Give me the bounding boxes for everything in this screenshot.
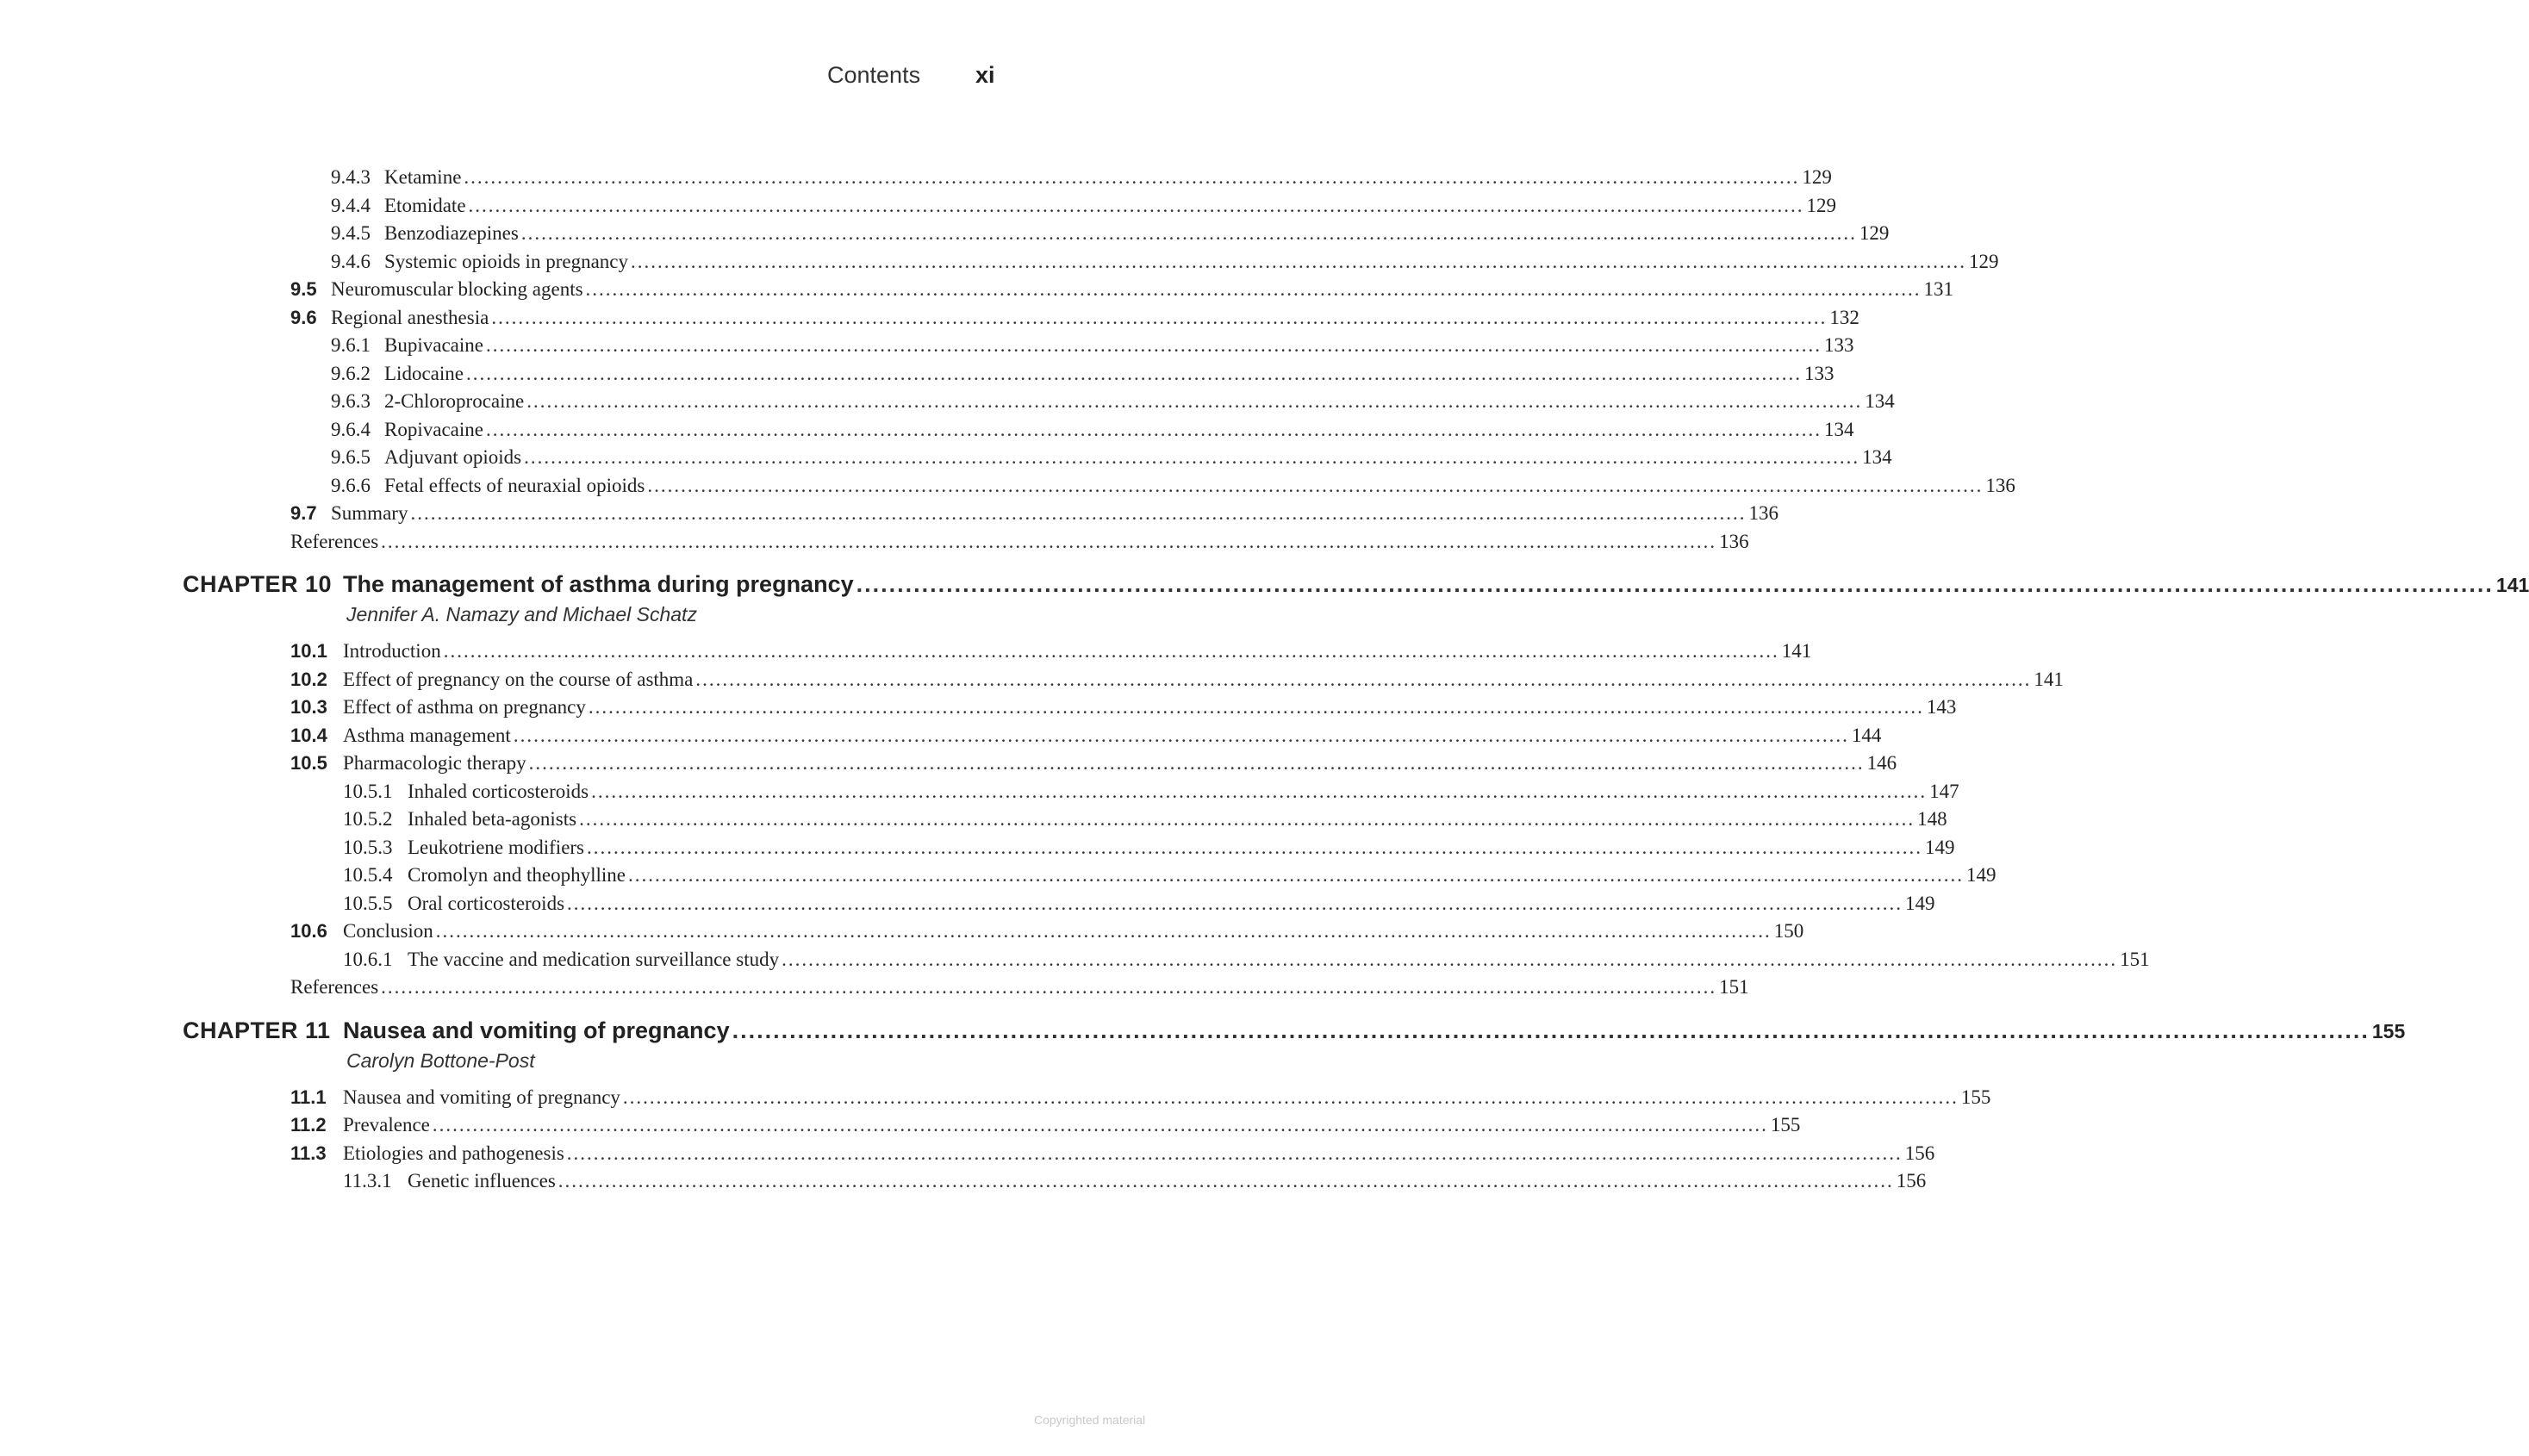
toc-entry-number: 10.5.3	[343, 836, 393, 858]
dot-leader: ........................................................................................................................................................................................................	[435, 920, 1772, 942]
toc-entry[interactable]	[0, 638, 1812, 666]
toc-entry-number: 9.4.3	[331, 166, 371, 188]
toc-group-chapter	[0, 1013, 2406, 1196]
toc-entry-title: Ropivacaine	[384, 418, 483, 440]
toc-entry-title: Fetal effects of neuraxial opioids	[384, 474, 645, 496]
toc-entry[interactable]	[0, 862, 1996, 890]
dot-leader: ........................................................................................................................................................................................................	[526, 390, 1863, 412]
toc-entry-title: Etiologies and pathogenesis	[343, 1142, 564, 1164]
toc-entry-leader-line	[343, 1140, 1935, 1168]
toc-entry-page: 134	[1865, 390, 1895, 412]
dot-leader: ........................................................................................................................................................................................................	[567, 892, 1903, 914]
toc-entry[interactable]	[0, 890, 1935, 918]
chapter-title-leader-line	[343, 567, 2529, 602]
toc-entry-title: Inhaled corticosteroids	[408, 780, 589, 802]
toc-entry-title: Bupivacaine	[384, 334, 483, 356]
toc-entry-leader-line	[384, 444, 1892, 472]
dot-leader: ........................................................................................................................................................................................................	[585, 278, 1922, 300]
toc-entry-number: 9.6.2	[331, 362, 371, 384]
toc-entry-page: 132	[1829, 306, 1859, 328]
dot-leader: ........................................................................................................................................................................................................	[468, 194, 1804, 216]
toc-entry[interactable]	[0, 220, 1890, 248]
toc-group-chapter-9-continued	[0, 164, 2015, 556]
toc-entry-page: 144	[1851, 724, 1882, 746]
toc-entry-page: 147	[1929, 780, 1959, 802]
toc-entry-number: 9.4.5	[331, 222, 371, 244]
toc-entry-leader-line	[384, 220, 1890, 248]
toc-entry-number: 9.6	[290, 306, 317, 328]
toc-entry[interactable]	[0, 500, 1778, 528]
toc-entry-number: 11.2	[290, 1114, 327, 1136]
dot-leader: ........................................................................................................................................................................................................	[528, 752, 1865, 774]
toc-entry-leader-line	[290, 528, 1749, 557]
toc-entry-title: Oral corticosteroids	[408, 892, 565, 914]
toc-entry-page: 133	[1823, 334, 1854, 356]
toc-entry-page: 136	[1985, 474, 2015, 496]
toc-entry[interactable]	[0, 1140, 1935, 1168]
toc-entry[interactable]	[0, 806, 1947, 834]
toc-entry-number: 10.5	[290, 752, 327, 774]
chapter-authors-text: Carolyn Bottone-Post	[346, 1048, 535, 1072]
dot-leader: ........................................................................................................................................................................................................	[631, 250, 1966, 272]
toc-entry[interactable]	[0, 472, 2015, 501]
toc-entry-title: Systemic opioids in pregnancy	[384, 250, 628, 272]
toc-entry-title: The vaccine and medication surveillance study	[408, 948, 780, 970]
toc-entry[interactable]	[0, 388, 1895, 416]
toc-entry-leader-line	[331, 276, 1954, 304]
toc-entry-title: Nausea and vomiting of pregnancy	[343, 1086, 620, 1108]
toc-entry[interactable]	[0, 192, 1837, 221]
toc-entry-page: 133	[1803, 362, 1834, 384]
toc-entry-number: 9.7	[290, 502, 317, 524]
toc-entry-title: Lidocaine	[384, 362, 464, 384]
toc-entry-leader-line	[343, 1111, 1801, 1140]
toc-entry-number: 9.5	[290, 278, 317, 300]
toc-entry-title: Conclusion	[343, 920, 433, 942]
toc-entry-page: 136	[1719, 530, 1749, 552]
toc-entry-leader-line	[384, 388, 1895, 416]
chapter-heading[interactable]	[0, 567, 2529, 601]
dot-leader: ........................................................................................................................................................................................................	[856, 571, 2494, 597]
dot-leader: ........................................................................................................................................................................................................	[627, 864, 1964, 886]
toc-entry-number: 9.6.3	[331, 390, 371, 412]
toc-entry-page: 134	[1823, 418, 1854, 440]
toc-entry-number: 10.6	[290, 920, 327, 942]
toc-entry-number: 10.5.2	[343, 808, 393, 830]
toc-entry-number: 10.5.5	[343, 892, 393, 914]
page-number: xi	[975, 62, 995, 88]
toc-entry-page: 141	[1781, 640, 1812, 662]
toc-entry-leader-line	[408, 862, 1996, 890]
toc-entry-page: 148	[1917, 808, 1947, 830]
toc-entry[interactable]	[0, 666, 2064, 694]
toc-entry-page: 151	[1719, 976, 1749, 998]
dot-leader: ........................................................................................................................................................................................................	[647, 474, 1984, 496]
chapter-page: 155	[2371, 1019, 2406, 1042]
toc-entry-leader-line	[343, 694, 1957, 722]
toc-entry[interactable]	[0, 1084, 1991, 1112]
dot-leader: ........................................................................................................................................................................................................	[524, 446, 1860, 468]
toc-entry-title: Genetic influences	[408, 1170, 556, 1192]
toc-entry-page: 129	[1859, 222, 1890, 244]
toc-entry-leader-line	[384, 360, 1834, 389]
toc-entry-page: 141	[2034, 668, 2064, 690]
toc-entry-title: Prevalence	[343, 1114, 430, 1136]
toc-entry[interactable]	[0, 416, 1854, 445]
dot-leader: ........................................................................................................................................................................................................	[491, 306, 1828, 328]
toc-entry-leader-line	[384, 192, 1837, 221]
chapter-authors	[0, 1048, 1180, 1079]
toc-entry-leader-line	[290, 974, 1749, 1002]
toc-entry-title: References	[290, 530, 379, 552]
toc-entry[interactable]	[0, 528, 1749, 557]
chapter-title: The management of asthma during pregnancy	[343, 571, 854, 597]
dot-leader: ........................................................................................................................................................................................................	[381, 976, 1717, 998]
toc-entry-title: Ketamine	[384, 166, 462, 188]
toc-entry-page: 143	[1926, 696, 1957, 718]
toc-entry-leader-line	[384, 472, 2015, 501]
copyright-watermark: Copyrighted material	[1034, 1413, 1146, 1427]
toc-entry[interactable]	[0, 918, 1804, 946]
toc-entry[interactable]	[0, 304, 1859, 333]
toc-entry-number: 9.4.4	[331, 194, 371, 216]
chapter-title-leader-line	[343, 1013, 2406, 1048]
toc-entry[interactable]	[0, 332, 1854, 360]
toc-entry-leader-line	[343, 666, 2064, 694]
dot-leader: ........................................................................................................................................................................................................	[464, 166, 1800, 188]
dot-leader: ........................................................................................................................................................................................................	[695, 668, 2032, 690]
toc-entry-number: 9.6.6	[331, 474, 371, 496]
toc-entry[interactable]	[0, 444, 1892, 472]
toc-entry-title: Adjuvant opioids	[384, 446, 522, 468]
toc-entry-leader-line	[331, 500, 1778, 528]
toc-entry[interactable]	[0, 276, 1954, 304]
toc-entry[interactable]	[0, 248, 1999, 277]
toc-entry-title: 2-Chloroprocaine	[384, 390, 525, 412]
toc-entry-number: 10.3	[290, 696, 327, 718]
dot-leader: ........................................................................................................................................................................................................	[591, 780, 1928, 802]
toc-entry-title: Regional anesthesia	[331, 306, 489, 328]
toc-entry-number: 10.5.1	[343, 780, 393, 802]
dot-leader: ........................................................................................................................................................................................................	[587, 836, 1923, 858]
toc-entry-leader-line	[343, 1084, 1991, 1112]
dot-leader: ........................................................................................................................................................................................................	[443, 640, 1779, 662]
toc-entry-title: Etomidate	[384, 194, 466, 216]
toc-entry-leader-line	[408, 806, 1947, 834]
toc-entry-number: 10.6.1	[343, 948, 393, 970]
toc-entry-title: Leukotriene modifiers	[408, 836, 585, 858]
toc-entry-number: 10.5.4	[343, 864, 393, 886]
toc-entry-leader-line	[384, 332, 1854, 360]
chapter-authors	[0, 601, 1180, 632]
toc-entry[interactable]	[0, 694, 1957, 722]
dot-leader: ........................................................................................................................................................................................................	[566, 1142, 1903, 1164]
toc-entry[interactable]	[0, 946, 2150, 974]
toc-entry-title: References	[290, 976, 379, 998]
toc-entry-leader-line	[343, 722, 1882, 750]
toc-entry[interactable]	[0, 722, 1882, 750]
table-of-contents	[0, 164, 2529, 1196]
running-head-title: Contents	[827, 62, 921, 88]
toc-entry-page: 155	[1770, 1114, 1801, 1136]
chapter-page: 141	[2495, 574, 2529, 596]
running-head	[776, 62, 1000, 96]
toc-entry-page: 156	[1904, 1142, 1935, 1164]
toc-entry-number: 9.6.5	[331, 446, 371, 468]
toc-entry-leader-line	[408, 778, 1959, 806]
toc-entry-title: Inhaled beta-agonists	[408, 808, 577, 830]
dot-leader: ........................................................................................................................................................................................................	[465, 362, 1802, 384]
toc-entry-page: 155	[1960, 1086, 1991, 1108]
toc-entry-page: 156	[1896, 1170, 1927, 1192]
toc-entry-leader-line	[343, 638, 1812, 666]
dot-leader: ........................................................................................................................................................................................................	[485, 418, 1822, 440]
toc-entry-number: 9.4.6	[331, 250, 371, 272]
toc-entry-leader-line	[343, 918, 1804, 946]
toc-entry-leader-line	[343, 750, 1897, 778]
toc-entry[interactable]	[0, 834, 1955, 862]
dot-leader: ........................................................................................................................................................................................................	[381, 530, 1717, 552]
toc-entry-leader-line	[384, 416, 1854, 445]
toc-entry[interactable]	[0, 1167, 1927, 1196]
toc-group-chapter	[0, 567, 2529, 1002]
dot-leader: ........................................................................................................................................................................................................	[558, 1170, 1894, 1192]
toc-entry-number: 11.3.1	[343, 1170, 392, 1192]
toc-entry-page: 136	[1748, 502, 1778, 524]
chapter-label: CHAPTER 10	[183, 571, 333, 597]
toc-entry-leader-line	[331, 304, 1859, 333]
toc-entry-page: 149	[1965, 864, 1996, 886]
toc-entry-title: Neuromuscular blocking agents	[331, 278, 583, 300]
toc-entry-number: 11.3	[290, 1142, 327, 1164]
toc-entry-title: Benzodiazepines	[384, 222, 519, 244]
toc-entry-leader-line	[408, 890, 1935, 918]
toc-entry-title: Pharmacologic therapy	[343, 752, 526, 774]
chapter-heading[interactable]	[0, 1013, 2406, 1048]
toc-entry-page: 129	[1802, 166, 1832, 188]
dot-leader: ........................................................................................................................................................................................................	[410, 502, 1747, 524]
toc-entry-leader-line	[384, 164, 1832, 192]
toc-entry-title: Asthma management	[343, 724, 511, 746]
toc-entry[interactable]	[0, 750, 1897, 778]
toc-entry-leader-line	[408, 1167, 1927, 1196]
toc-entry[interactable]	[0, 1111, 1801, 1140]
chapter-label: CHAPTER 11	[183, 1017, 331, 1043]
chapter-authors-text: Jennifer A. Namazy and Michael Schatz	[346, 603, 697, 625]
dot-leader: ........................................................................................................................................................................................................	[485, 334, 1822, 356]
toc-entry-title: Cromolyn and theophylline	[408, 864, 626, 886]
toc-entry-page: 150	[1773, 920, 1804, 942]
toc-entry-page: 129	[1806, 194, 1837, 216]
toc-entry-leader-line	[384, 248, 1999, 277]
toc-entry-number: 9.6.4	[331, 418, 371, 440]
dot-leader: ........................................................................................................................................................................................................	[782, 948, 2118, 970]
toc-entry-page: 149	[1925, 836, 1955, 858]
toc-entry-number: 10.1	[290, 640, 327, 662]
dot-leader: ........................................................................................................................................................................................................	[520, 222, 1857, 244]
toc-entry-number: 9.6.1	[331, 334, 371, 356]
toc-entry-title: Effect of pregnancy on the course of asthma	[343, 668, 694, 690]
dot-leader: ........................................................................................................................................................................................................	[622, 1086, 1959, 1108]
toc-entry-title: Introduction	[343, 640, 441, 662]
toc-entry-page: 134	[1862, 446, 1892, 468]
toc-entry-leader-line	[408, 946, 2150, 974]
toc-entry[interactable]	[0, 974, 1749, 1002]
toc-entry[interactable]	[0, 778, 1959, 806]
toc-entry-page: 129	[1969, 250, 1999, 272]
toc-entry-title: Effect of asthma on pregnancy	[343, 696, 586, 718]
toc-entry-page: 131	[1923, 278, 1954, 300]
toc-entry-page: 146	[1866, 752, 1897, 774]
dot-leader: ........................................................................................................................................................................................................	[732, 1017, 2370, 1043]
toc-entry-page: 151	[2120, 948, 2150, 970]
toc-entry[interactable]	[0, 360, 1834, 389]
toc-entry-leader-line	[408, 834, 1955, 862]
toc-entry[interactable]	[0, 164, 1832, 192]
chapter-title: Nausea and vomiting of pregnancy	[343, 1017, 730, 1043]
dot-leader: ........................................................................................................................................................................................................	[579, 808, 1915, 830]
toc-entry-number: 10.2	[290, 668, 327, 690]
toc-entry-page: 149	[1905, 892, 1935, 914]
dot-leader: ........................................................................................................................................................................................................	[588, 696, 1924, 718]
dot-leader: ........................................................................................................................................................................................................	[513, 724, 1849, 746]
toc-entry-number: 11.1	[290, 1086, 327, 1108]
toc-entry-title: Summary	[331, 502, 408, 524]
toc-entry-number: 10.4	[290, 724, 327, 746]
dot-leader: ........................................................................................................................................................................................................	[432, 1114, 1768, 1136]
